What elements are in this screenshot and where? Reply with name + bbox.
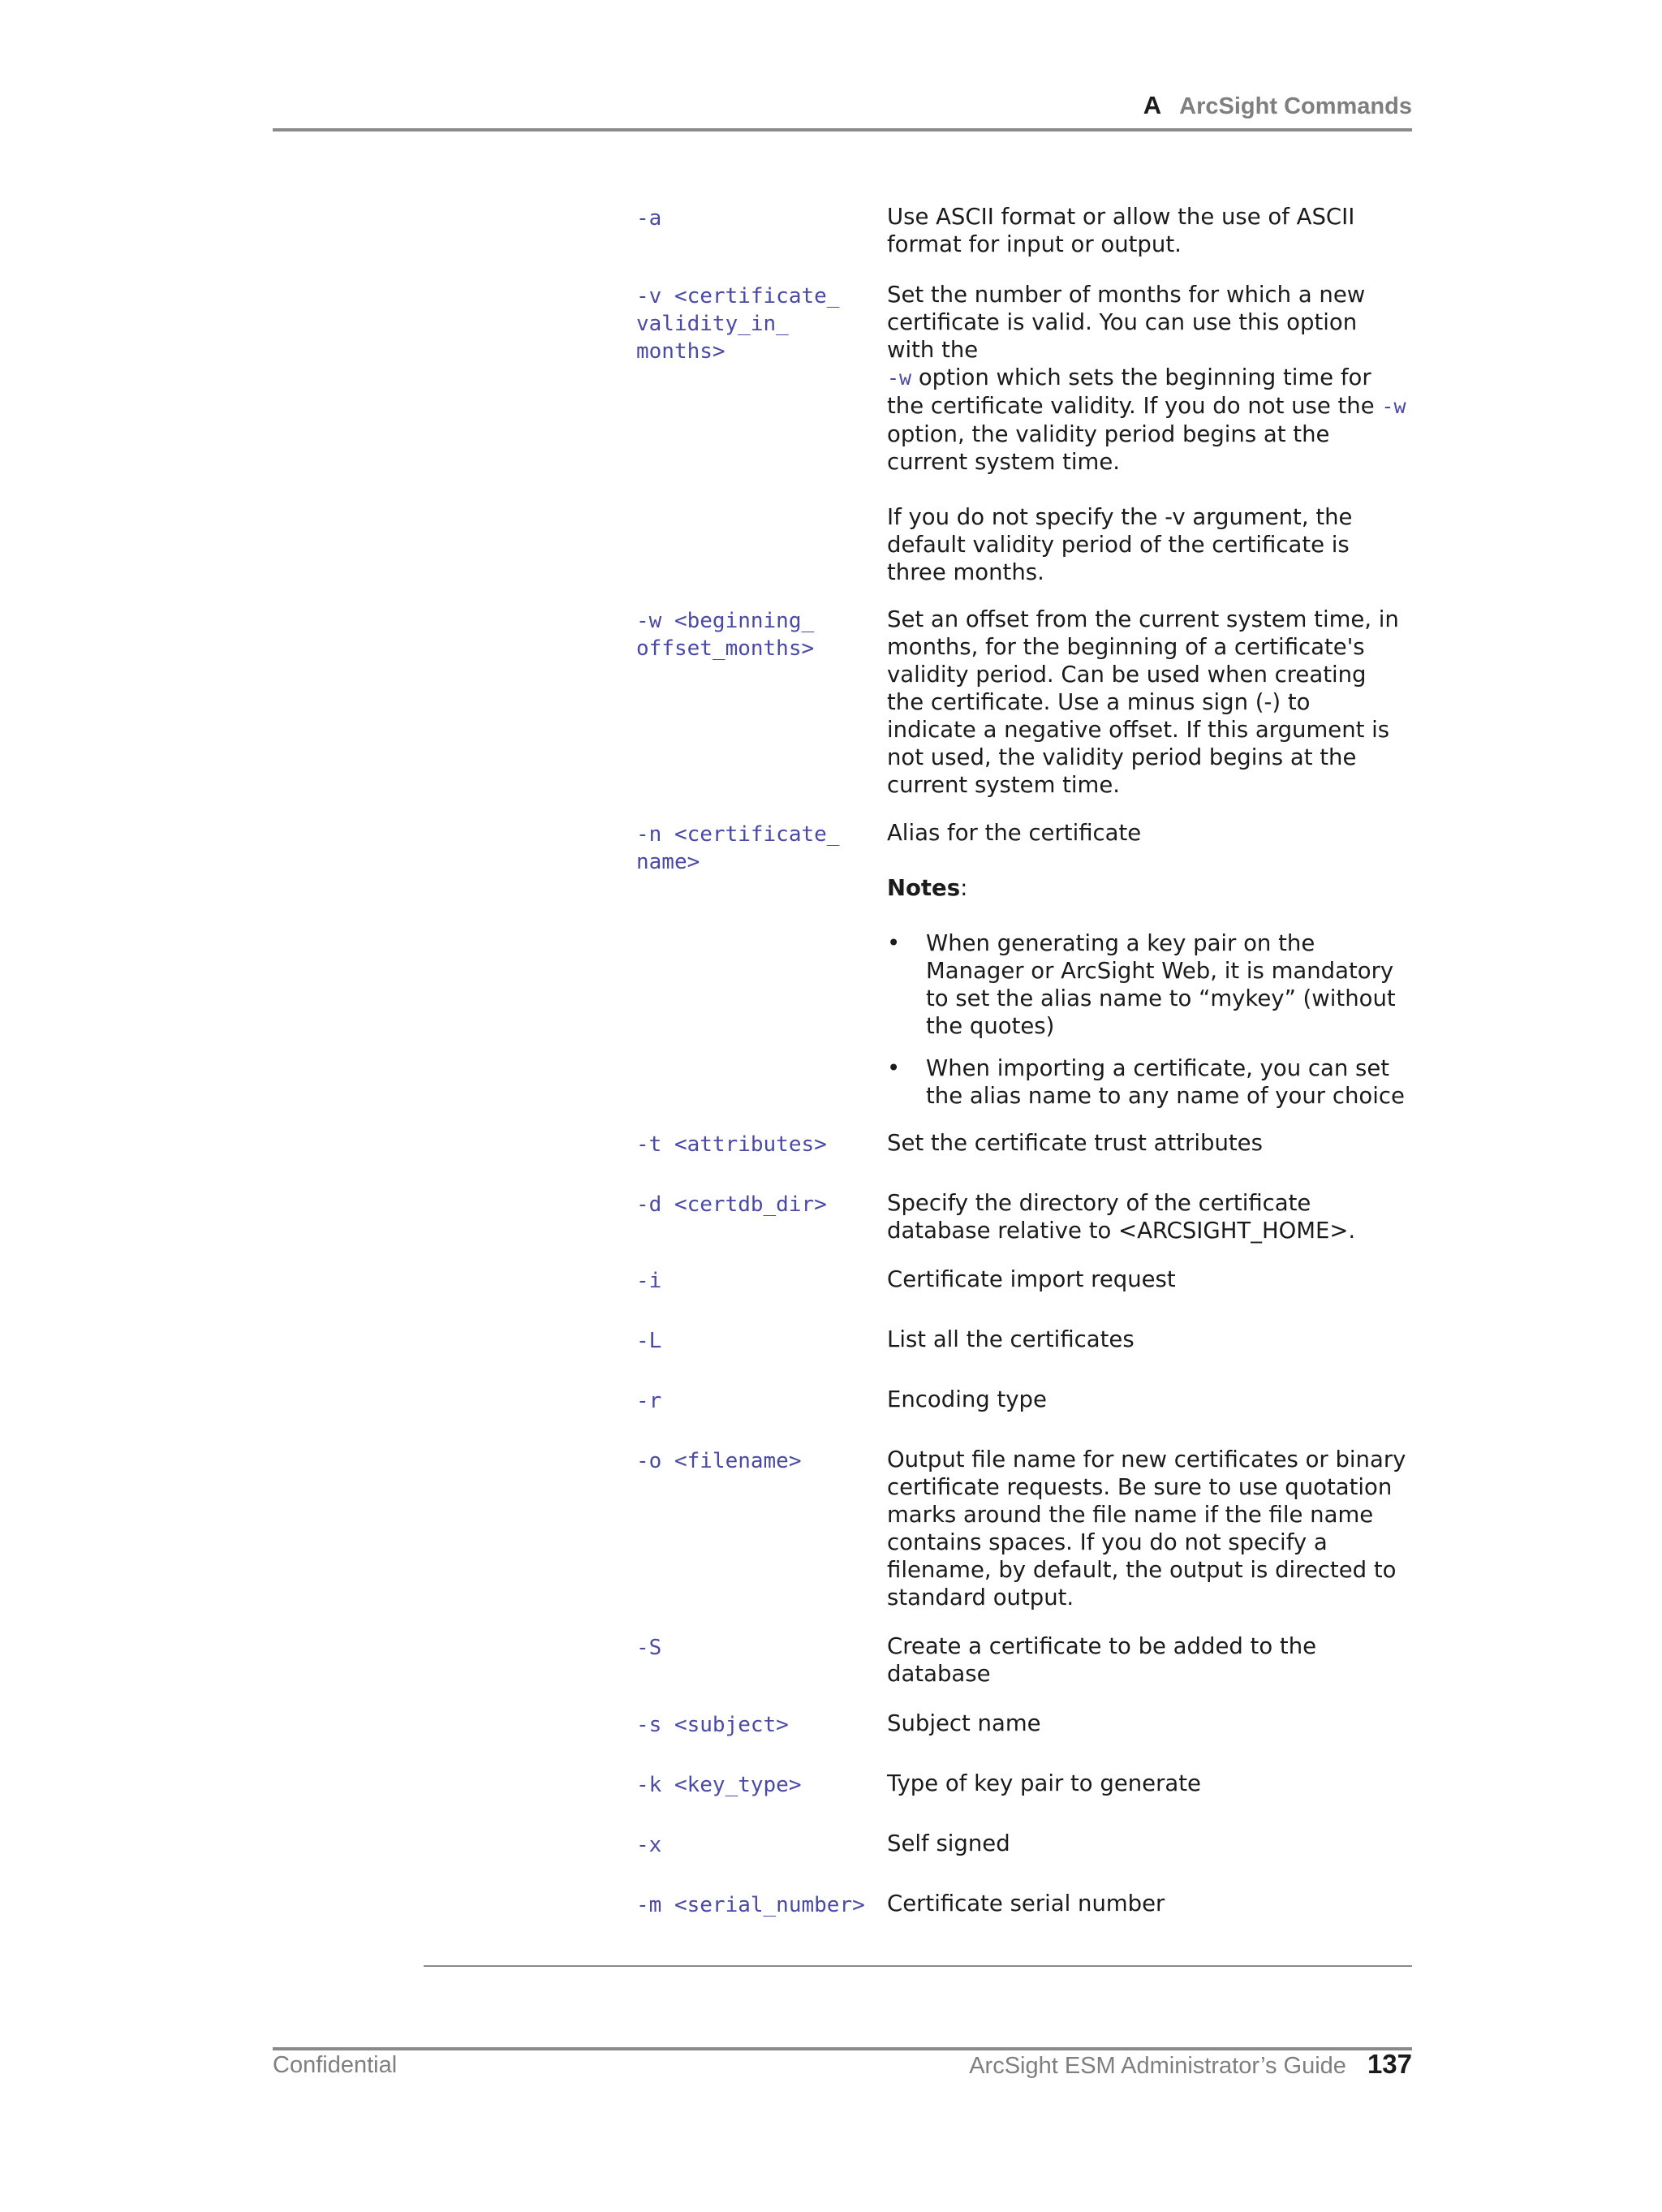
option-description: Use ASCII format or allow the use of ASCII format for input or output. [887,204,1355,257]
table-row-L [636,1326,1412,1386]
option-description: Encoding type [887,1386,1047,1412]
confidential-label: Confidential [273,2052,398,2078]
option-description: Certificate import request [887,1266,1176,1292]
option-description: Specify the directory of the certificate database relative to <ARCSIGHT_HOME>. [887,1190,1356,1244]
table-row-i [636,1266,1412,1326]
option-name: -o <filename> [636,1449,802,1473]
table-row-x [636,1830,1412,1890]
option-description: Alias for the certificate Notes: • When generating a key pair on the Manager or ArcSight Web, it is mandatory to set the alias name to “mykey” (without the quotes) • When importing a certificate, you can set the alias name to any name of your choice [884,819,1406,1110]
table-row-m [636,1890,1412,1955]
option-name: -r [636,1389,662,1413]
appendix-letter: A [1143,91,1162,119]
table-row-v [636,281,1412,606]
option-description: List all the certificates [887,1326,1135,1352]
option-description: Type of key pair to generate [887,1770,1201,1796]
table-row-n [636,819,1412,1129]
table-row-k [636,1770,1412,1830]
option-name: -m <serial_number> [636,1893,865,1917]
table-row-t [636,1129,1412,1189]
section-title: ArcSight Commands [1179,93,1412,119]
option-name: -a [636,206,662,231]
notes-list [887,929,1406,1110]
option-description: Self signed [887,1830,1010,1856]
option-name: -s <subject> [636,1713,789,1737]
table-row-o [636,1446,1412,1632]
table-row-d [636,1189,1412,1266]
option-description: Set the number of months for which a new certificate is valid. You can use this option with the -w option which sets the beginning time for the certificate validity. If you do not use the -w option, the validity period begins at the current system time. If you do not specify the -v argument, the default validity period of the certificate is three months. [887,282,1406,585]
option-name: -t <attributes> [636,1132,827,1157]
table-row-a [636,203,1412,281]
option-name: -n <certificate_ name> [636,822,840,874]
header-divider [273,128,1412,132]
option-description: Set an offset from the current system time, in months, for the beginning of a certificate's validity period. Can be used when creating the certificate. Use a minus sign (-) to indicate a negative offset. If this argument is not used, the validity period begins at the current system time. [887,606,1399,798]
page-footer [969,2049,1412,2080]
notes-label: Notes [887,875,961,901]
option-name: -L [636,1329,662,1353]
table-row-r [636,1386,1412,1446]
option-name: -d <certdb_dir> [636,1192,827,1217]
option-name: -S [636,1636,662,1660]
table-row-S [636,1632,1412,1710]
option-name: -x [636,1833,662,1857]
options-table [636,203,1412,1955]
option-description: Output file name for new certificates or binary certificate requests. Be sure to use quotation marks around the file name if the file name contains spaces. If you do not specify a filename, by default, the output is directed to standard output. [887,1447,1406,1610]
option-description: Certificate serial number [887,1891,1165,1917]
option-description: Set the certificate trust attributes [887,1130,1263,1156]
list-item: • When generating a key pair on the Manager or ArcSight Web, it is mandatory to set the alias name to “mykey” (without the quotes) [887,929,1406,1040]
table-row-w [636,606,1412,819]
page-header [273,91,1412,120]
table-bottom-divider [424,1965,1412,1967]
table-row-s [636,1710,1412,1770]
option-description: Create a certificate to be added to the database [887,1633,1317,1687]
option-name: -i [636,1269,662,1293]
option-name: -v <certificate_ validity_in_ months> [636,284,840,364]
option-name: -w <beginning_ offset_months> [636,609,815,661]
page-number: 137 [1367,2049,1412,2079]
option-description: Subject name [887,1710,1041,1736]
guide-title: ArcSight ESM Administrator’s Guide [969,2053,1346,2079]
list-item: • When importing a certificate, you can set the alias name to any name of your choice [887,1054,1406,1110]
option-name: -k <key_type> [636,1773,802,1797]
